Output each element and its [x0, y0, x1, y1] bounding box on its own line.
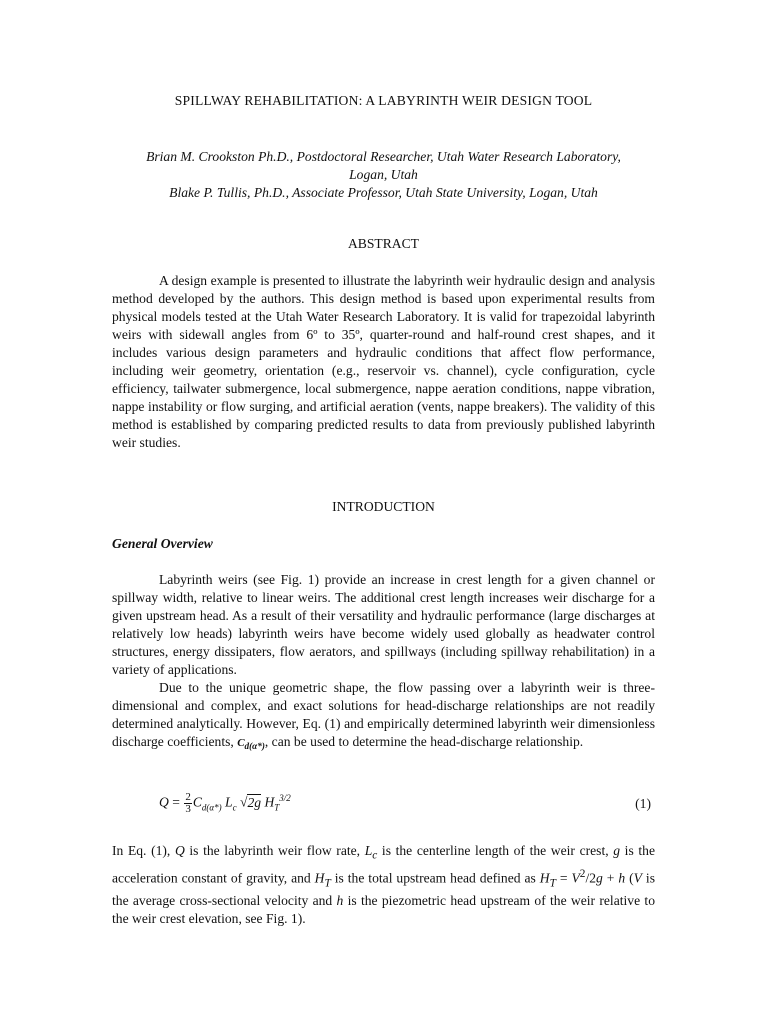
author-list — [112, 148, 655, 202]
general-overview-heading: General Overview — [112, 536, 213, 551]
author-line-1: Brian M. Crookston Ph.D., Postdoctoral Researcher, Utah Water Research Laboratory, — [146, 149, 621, 164]
intro-paragraph-2 — [112, 679, 655, 755]
equation-explanation-paragraph: In Eq. (1), Q is the labyrinth weir flow rate, $L_c$ is the centerline length of the weir crest, g is the acceleration constant of gravity, and $H_T$ is the total upstream head defined as $H_T = V^2/2g + h$ (V is the average cross-sectional velocity and h is the piezometric head upstream of the weir relative to the weir crest elevation, see Fig. 1). — [112, 843, 655, 926]
introduction-heading: INTRODUCTION — [332, 499, 435, 514]
discharge-coefficient-symbol: $C_{d(\alpha*)}$ — [237, 737, 265, 752]
intro-p2-text-a: Due to the unique geometric shape, the flow passing over a labyrinth weir is three-dimensional and complex, and exact solutions for head-discharge relationships are not readily determined analytically. However, Eq. (1) and empirically determined labyrinth weir dimensionless discharge coefficients, — [112, 680, 655, 749]
intro-p2-text-b: , can be used to determine the head-discharge relationship. — [264, 734, 584, 749]
abstract-text: A design example is presented to illustrate the labyrinth weir hydraulic design and analysis method developed by the authors. This design method is based upon experimental results from physical models tested at the Utah Water Research Laboratory. It is valid for trapezoidal labyrinth weirs with sidewall angles from 6º to 35º, quarter-round and half-round crest shapes, and it includes various design parameters and hydraulic conditions that affect flow performance, including weir geometry, orientation (e.g., reservoir vs. channel), cycle configuration, cycle efficiency, tailwater submergence, local submergence, nappe aeration conditions, nappe vibration, nappe instability or flow surging, and artificial aeration (vents, nappe breakers). The validity of this method is established by comparing predicted results to data from previously published labyrinth weir studies. — [112, 273, 655, 450]
author-line-2: Logan, Utah — [349, 167, 418, 182]
equation-body: Q = $\frac{2}{3}$ $C_{d(\alpha*)}$ $L_c$ √2g $H_T^{3/2}$ — [159, 790, 291, 815]
equation-1 — [112, 789, 655, 819]
abstract-heading: ABSTRACT — [347, 236, 419, 251]
paper-title: SPILLWAY REHABILITATION: A LABYRINTH WEIR DESIGN TOOL — [174, 93, 593, 108]
fraction-two-thirds: $\frac{2}{3}$ — [185, 790, 191, 815]
author-line-3: Blake P. Tullis, Ph.D., Associate Professor, Utah State University, Logan, Utah — [169, 185, 598, 200]
square-root: √2g — [239, 794, 262, 810]
intro-paragraph-1: Labyrinth weirs (see Fig. 1) provide an increase in crest length for a given channel or spillway width, relative to linear weirs. The additional crest length increases weir discharge for a given upstream head. As a result of their versatility and hydraulic performance (large discharges at relatively low heads) labyrinth weirs have become widely used globally as headwater control structures, energy dissipaters, flow aerators, and spillways (including spillway rehabilitation) in a variety of applications. — [112, 572, 655, 677]
equation-number: (1) — [635, 796, 651, 811]
